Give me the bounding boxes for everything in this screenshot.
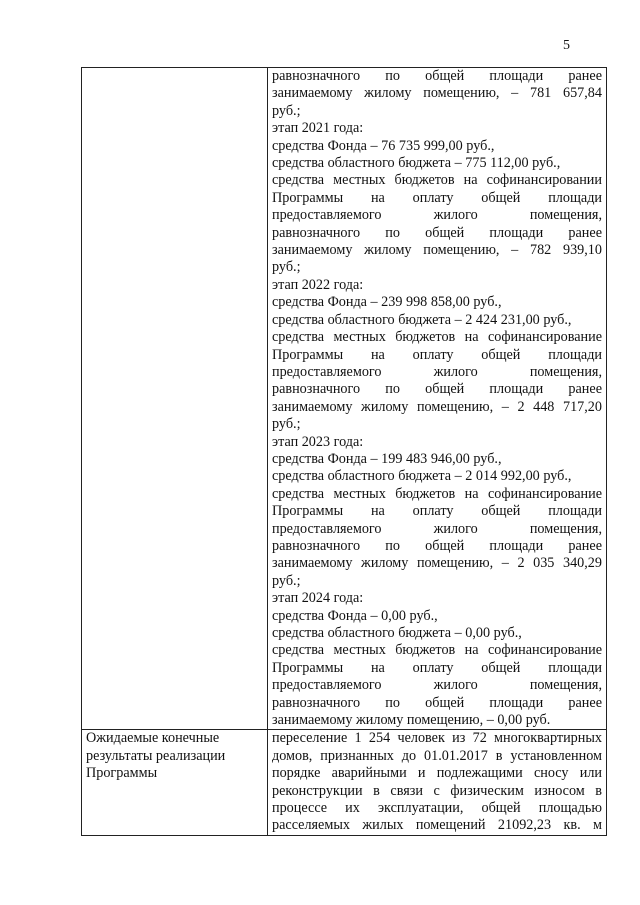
row-label-cell — [82, 730, 268, 835]
text-line: средства местных бюджетов на софинансировании — [272, 172, 602, 189]
text-line: средства Фонда – 0,00 руб., — [272, 607, 438, 624]
text-line: руб.; — [272, 416, 301, 433]
text-line: реконструкции в связи с физическим износом в — [272, 782, 602, 799]
passport-table — [81, 67, 607, 836]
text-line: предоставляемого жилого помещения, — [272, 677, 602, 694]
text-line: переселение 1 254 человек из 72 многоквартирных — [272, 730, 602, 747]
text-line: процессе их эксплуатации, общей площадью — [272, 800, 602, 817]
text-line: средства местных бюджетов на софинансирование — [272, 485, 602, 502]
text-line: этап 2023 года: — [272, 433, 364, 450]
text-line: этап 2021 года: — [272, 120, 364, 137]
text-line: равнозначного по общей площади ранее — [272, 537, 602, 554]
text-line: Программы на оплату общей площади — [272, 346, 602, 363]
text-line: занимаемому жилому помещению, – 0,00 руб. — [272, 712, 551, 729]
text-line: домов, признанных до 01.01.2017 в установленном — [272, 747, 602, 764]
table-row-expected-results — [82, 730, 607, 835]
row-label-line: Программы — [86, 765, 158, 782]
text-line: предоставляемого жилого помещения, — [272, 520, 602, 537]
text-line: равнозначного по общей площади ранее — [272, 224, 602, 241]
text-line: средства Фонда – 239 998 858,00 руб., — [272, 294, 502, 311]
text-line: занимаемому жилому помещению, – 2 448 717,20 — [272, 398, 602, 415]
text-line: занимаемому жилому помещению, – 782 939,10 — [272, 242, 602, 259]
text-line: этап 2024 года: — [272, 590, 364, 607]
text-line: расселяемых жилых помещений 21092,23 кв. м — [272, 817, 602, 834]
text-line: средства областного бюджета – 775 112,00 руб., — [272, 155, 561, 172]
row-label-line: Ожидаемые конечные — [86, 730, 220, 747]
text-line: равнозначного по общей площади ранее — [272, 694, 602, 711]
text-line: средства областного бюджета – 2 424 231,00 руб., — [272, 311, 572, 328]
row-label-cell — [82, 68, 268, 730]
text-line: руб.; — [272, 259, 301, 276]
results-text-cell — [268, 730, 607, 835]
text-line: средства областного бюджета – 0,00 руб., — [272, 625, 522, 641]
text-line: Программы на оплату общей площади — [272, 659, 602, 676]
text-line: средства Фонда – 76 735 999,00 руб., — [272, 137, 495, 154]
text-line: Программы на оплату общей площади — [272, 189, 602, 206]
text-line: руб.; — [272, 572, 301, 589]
text-line: предоставляемого жилого помещения, — [272, 207, 602, 224]
text-line: равнозначного по общей площади ранее — [272, 381, 602, 398]
text-line: порядке аварийными и подлежащими сносу или — [272, 765, 602, 782]
text-line: средства местных бюджетов на софинансирование — [272, 642, 602, 659]
text-line: этап 2022 года: — [272, 276, 364, 293]
page-number: 5 — [563, 38, 570, 53]
text-line: занимаемому жилому помещению, – 781 657,84 — [272, 85, 602, 102]
row-label-line: результаты реализации — [86, 747, 226, 764]
text-line: средства областного бюджета – 2 014 992,00 руб., — [272, 468, 572, 485]
text-line: равнозначного по общей площади ранее — [272, 68, 602, 84]
table-row-financing — [82, 68, 607, 730]
text-line: занимаемому жилому помещению, – 2 035 340,29 — [272, 555, 602, 572]
text-line: Программы на оплату общей площади — [272, 503, 602, 520]
text-line: средства местных бюджетов на софинансирование — [272, 329, 602, 346]
text-line: предоставляемого жилого помещения, — [272, 363, 602, 380]
text-line: средства Фонда – 199 483 946,00 руб., — [272, 450, 502, 467]
text-line: руб.; — [272, 102, 301, 119]
financing-text-cell — [268, 68, 607, 730]
